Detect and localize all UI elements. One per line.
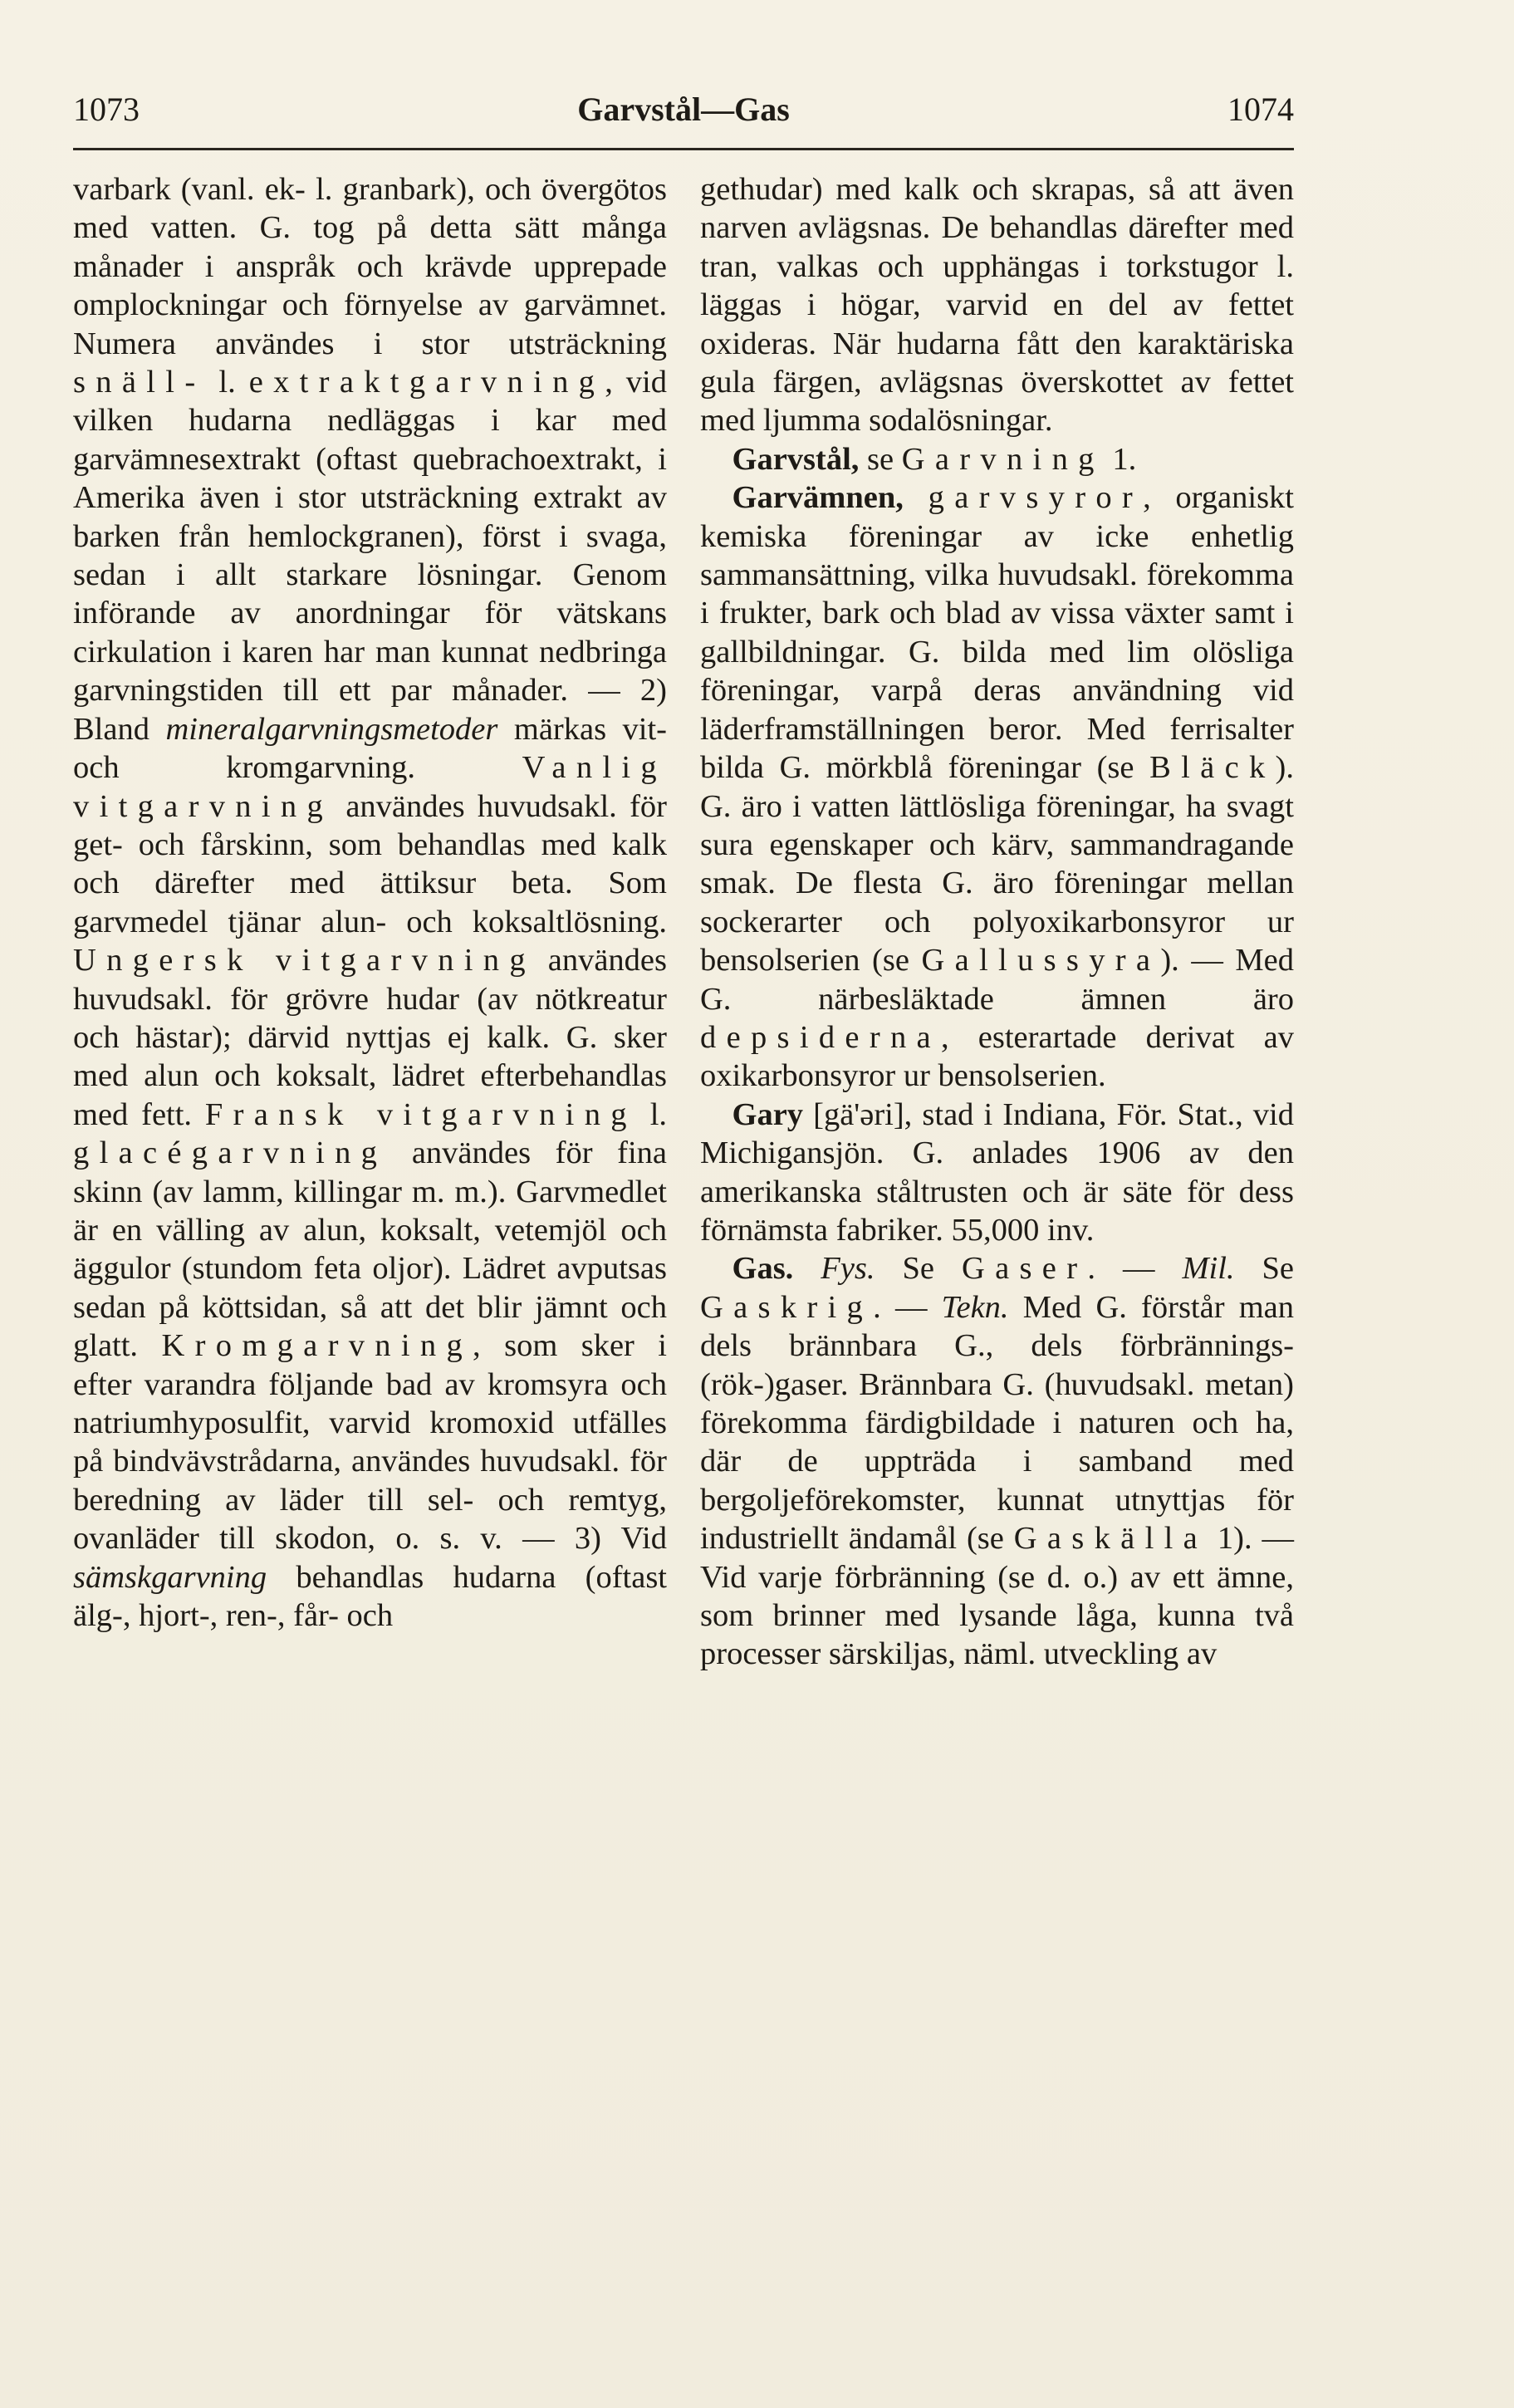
text-run: märkas vit- och kromgarvning. bbox=[73, 711, 667, 786]
spaced-term: garvsyror bbox=[928, 480, 1144, 516]
headword: Gas. bbox=[732, 1251, 794, 1287]
text-run: . — bbox=[1087, 1251, 1183, 1287]
italic-term: sämskgarvning bbox=[73, 1559, 267, 1595]
article-garvning-continued bbox=[73, 170, 667, 1635]
text-run: , esterartade derivat av oxikarbonsyror ur bensolserien. bbox=[700, 1019, 1294, 1094]
text-run: behandlas hudarna (oftast älg-, hjort-, ren-, får- och bbox=[73, 1559, 667, 1634]
page-number-left: 1073 bbox=[73, 91, 140, 128]
spaced-term: Garvning bbox=[901, 441, 1105, 477]
right-column bbox=[700, 170, 1294, 1674]
headword: Garvämnen, bbox=[732, 480, 904, 516]
text-run: , som sker i efter varandra följande bad av kromsyra och natriumhyposulfit, varvid kromoxid utfälles på bindvävstrådarna, användes huvudsakl. för beredning av läder till sel- och remtyg, ovanläder till skodon, o. s. v. — 3) Vid bbox=[73, 1328, 667, 1557]
spaced-term: Gaskrig bbox=[700, 1289, 874, 1325]
italic-term: Fys. bbox=[821, 1251, 875, 1287]
entry-gary bbox=[700, 1096, 1294, 1250]
spaced-term: snäll- bbox=[73, 365, 206, 400]
text-run: ). G. äro i vatten lättlösliga föreningar, ha svagt sura egenskaper och kärv, sammandragande smak. De flesta G. äro föreningar mellan sockerarter och polyoxikarbonsyror ur bensolserien (se bbox=[700, 750, 1294, 978]
text-run: se bbox=[859, 441, 902, 477]
spaced-term: Gallussyra bbox=[921, 943, 1161, 978]
text-run: användes för fina skinn (av lamm, killingar m. m.). Garvmedlet är en välling av alun, koksalt, vetemjöl och äggulor (stundom feta oljor). Lädret avputsas sedan på köttsidan, så att det blir jämnt och glatt. bbox=[73, 1135, 667, 1364]
text-run: l. bbox=[205, 365, 249, 400]
spaced-term: Vanlig vitgarvning bbox=[73, 750, 667, 824]
headword: Gary bbox=[732, 1096, 804, 1132]
text-run: 1. bbox=[1104, 441, 1137, 477]
entry-garvamnen bbox=[700, 478, 1294, 1096]
text-run: , vid vilken hudarna nedläggas i kar med garvämnesextrakt (oftast quebrachoextrakt, i Amerika även i stor utsträckning extrakt av barken från hemlockgranen), först i svaga, sedan i allt starkare lösningar. Genom införande av anordningar för vätskans cirkulation i karen har man kunnat nedbringa garvningstiden till ett par månader. — 2) Bland bbox=[73, 365, 667, 747]
text-run: 1). — Vid varje förbränning (se d. o.) av ett ämne, som brinner med lysande låga, kunna två processer särskiljas, näml. utveckling av bbox=[700, 1521, 1294, 1672]
text-run: , organiskt kemiska föreningar av icke enhetlig sammansättning, vilka huvudsakl. förekomma i frukter, bark och blad av vissa växter samt i gallbildningar. G. bilda med lim olösliga föreningar, varpå deras användning vid läderframställningen beror. Med ferrisalter bilda G. mörkblå föreningar (se bbox=[700, 480, 1295, 786]
text-run: varbark (vanl. ek- l. granbark), och övergötos med vatten. G. tog på detta sätt många månader i anspråk och krävde upprepade omplockningar och förnyelse av garvämnet. Numera användes i stor utsträckning bbox=[73, 172, 667, 361]
spaced-term: Fransk vitgarvning bbox=[204, 1096, 637, 1132]
page-number-right: 1074 bbox=[1227, 91, 1294, 128]
text-run: användes huvudsakl. för grövre hudar (av nötkreatur och hästar); därvid nyttjas ej kalk. G. sker med alun och koksalt, lädret efterbehandlas med fett. bbox=[73, 943, 667, 1132]
entry-gas bbox=[700, 1249, 1294, 1673]
entry-garvstal bbox=[700, 440, 1294, 478]
text-run: . — bbox=[873, 1289, 942, 1325]
italic-term: mineralgarvningsmetoder bbox=[165, 711, 498, 747]
text-run: l. bbox=[636, 1096, 668, 1132]
header-rule bbox=[73, 148, 1294, 150]
text-run: ). — Med G. närbesläktade ämnen äro bbox=[700, 943, 1294, 1017]
spaced-term: Bläck bbox=[1149, 750, 1276, 786]
spaced-term: extraktgarvning bbox=[248, 365, 605, 400]
article-garvning-end: gethudar) med kalk och skrapas, så att även narven avlägsnas. De behandlas därefter med tran, valkas och upphängas i torkstugor l. läggas i högar, varvid en del av fettet oxideras. När hudarna fått den karaktäriska gula färgen, avlägsnas överskottet av fettet med ljumma sodalösningar. bbox=[700, 172, 1294, 439]
running-title: Garvstål—Gas bbox=[577, 91, 790, 128]
text-run: Se bbox=[875, 1251, 962, 1287]
spaced-term: depsiderna bbox=[700, 1019, 941, 1055]
left-column bbox=[73, 170, 667, 1635]
spaced-term: Ungersk vitgarvning bbox=[73, 943, 536, 978]
spaced-term: Gaskälla bbox=[1013, 1521, 1208, 1557]
text-run: Se bbox=[1234, 1251, 1295, 1287]
headword: Garvstål, bbox=[732, 441, 860, 477]
spaced-term: Kromgarvning bbox=[161, 1328, 473, 1364]
text-run: Med G. förstår man dels brännbara G., dels förbrännings-(rök-)gaser. Brännbara G. (huvudsakl. metan) förekomma färdigbildade i naturen och ha, där de uppträda i samband med bergoljeförekomster, kunnat utnyttjas för industriellt ändamål (se bbox=[700, 1289, 1294, 1557]
text-run: [gä'əri], stad i Indiana, För. Stat., vid Michigansjön. G. anlades 1906 av den amerikanska ståltrusten och är säte för dess förnämsta fabriker. 55,000 inv. bbox=[700, 1096, 1294, 1248]
text-run: användes huvudsakl. för get- och fårskinn, som behandlas med kalk och därefter med ättiksur beta. Som garvmedel tjänar alun- och koksaltlösning. bbox=[73, 788, 667, 939]
spaced-term: glacégarvning bbox=[73, 1135, 388, 1171]
spaced-term: Gaser bbox=[961, 1251, 1088, 1287]
italic-term: Mil. bbox=[1182, 1251, 1235, 1287]
italic-term: Tekn. bbox=[941, 1289, 1009, 1325]
page-header bbox=[73, 90, 1294, 140]
